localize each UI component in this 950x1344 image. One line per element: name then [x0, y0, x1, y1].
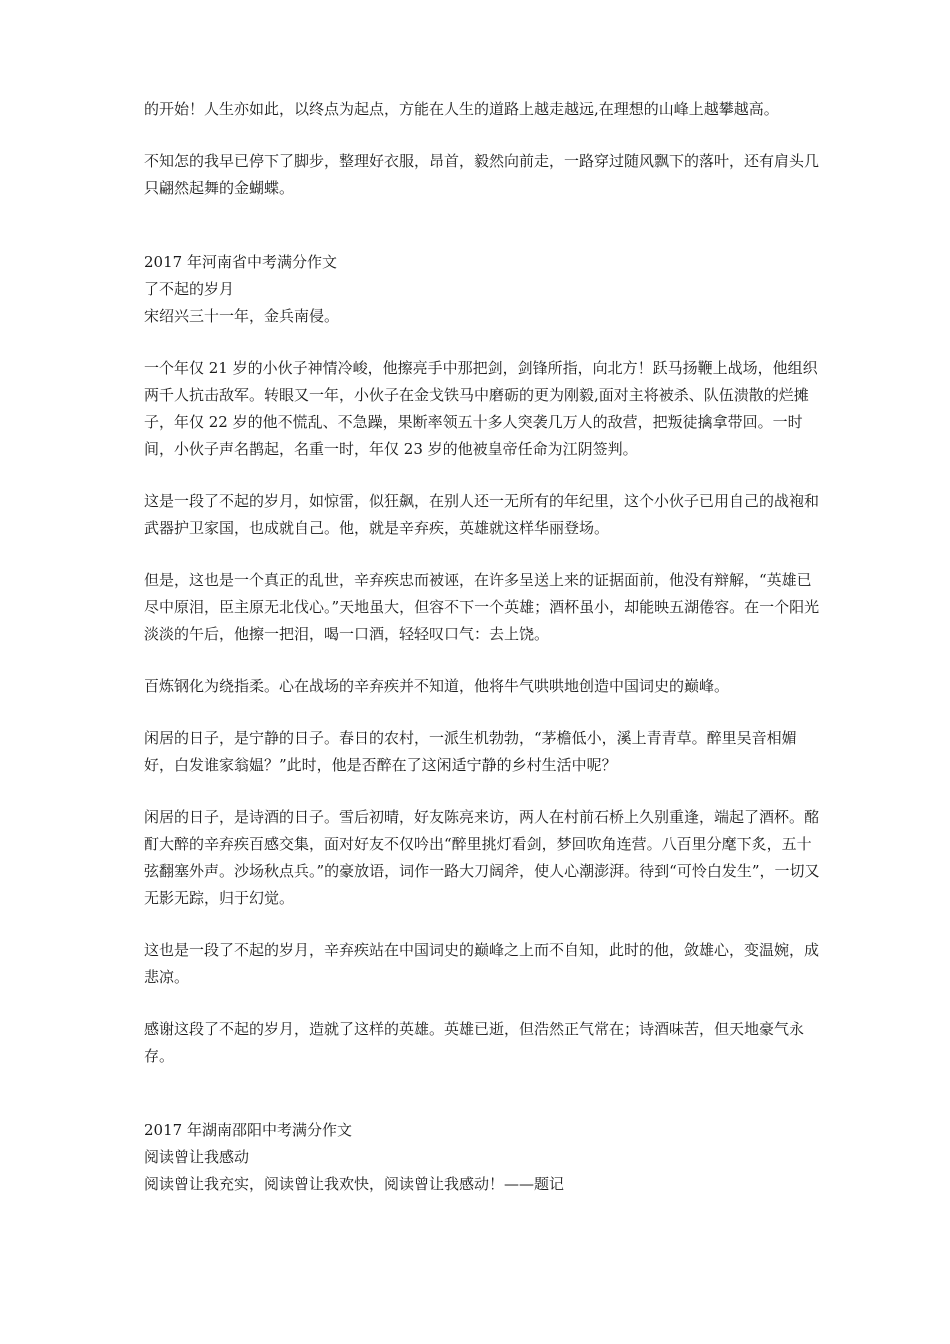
paragraph: 这是一段了不起的岁月，如惊雷，似狂飙，在别人还一无所有的年纪里，这个小伙子已用自己的战袍和武器护卫家国，也成就自己。他，就是辛弃疾，英雄就这样华丽登场。 — [144, 492, 820, 537]
paragraph: 闲居的日子，是宁静的日子。春日的农村，一派生机勃勃，“茅檐低小，溪上青青草。醉里吴音相媚好，白发谁家翁媪？”此时，他是否醉在了这闲适宁静的乡村生活中呢？ — [144, 729, 797, 774]
essay-heading: 2017 年湖南邵阳中考满分作文 — [144, 1121, 352, 1139]
essay-title: 了不起的岁月 — [144, 280, 235, 298]
paragraph: 感谢这段了不起的岁月，造就了这样的英雄。英雄已逝，但浩然正气常在；诗酒味苦，但天地豪气永存。 — [144, 1020, 805, 1065]
paragraph: 这也是一段了不起的岁月，辛弃疾站在中国词史的巅峰之上而不自知，此时的他，敛雄心，变温婉，成悲凉。 — [144, 941, 820, 986]
essay-intro: 宋绍兴三十一年，金兵南侵。 — [144, 307, 340, 325]
paragraph: 闲居的日子，是诗酒的日子。雪后初晴，好友陈亮来访，两人在村前石桥上久别重逢，端起了酒杯。酩酊大醉的辛弃疾百感交集，面对好友不仅吟出“醉里挑灯看剑，梦回吹角连营。八百里分麾下炙，五十弦翻塞外声。沙场秋点兵。”的豪放语，词作一路大刀阔斧，使人心潮澎湃。待到“可怜白发生”，一切又无影无踪，归于幻觉。 — [144, 808, 820, 907]
paragraph: 但是，这也是一个真正的乱世，辛弃疾忠而被诬，在许多呈送上来的证据面前，他没有辩解，“英雄已尽中原泪，臣主原无北伐心。”天地虽大，但容不下一个英雄；酒杯虽小，却能映五湖倦容。在一个阳光淡淡的午后，他擦一把泪，喝一口酒，轻轻叹口气：去上饶。 — [144, 571, 820, 643]
essay-heading: 2017 年河南省中考满分作文 — [144, 253, 337, 271]
paragraph: 的开始！人生亦如此，以终点为起点，方能在人生的道路上越走越远,在理想的山峰上越攀越高。 — [144, 100, 779, 118]
paragraph: 百炼钢化为绕指柔。心在战场的辛弃疾并不知道，他将牛气哄哄地创造中国词史的巅峰。 — [144, 677, 730, 695]
paragraph: 不知怎的我早已停下了脚步，整理好衣服，昂首，毅然向前走，一路穿过随风飘下的落叶，还有肩头几只翩然起舞的金蝴蝶。 — [144, 152, 820, 197]
paragraph: 一个年仅 21 岁的小伙子神情冷峻，他擦亮手中那把剑，剑锋所指，向北方！跃马扬鞭上战场，他组织两千人抗击敌军。转眼又一年，小伙子在金戈铁马中磨砺的更为刚毅,面对主将被杀、队伍溃散的烂摊子，年仅 22 岁的他不慌乱、不急躁，果断率领五十多人突袭几万人的敌营，把叛徒擒拿带回。一时间，小伙子声名鹊起，名重一时，年仅 23 岁的他被皇帝任命为江阴签判。 — [144, 359, 818, 458]
essay-intro: 阅读曾让我充实，阅读曾让我欢快，阅读曾让我感动！——题记 — [144, 1175, 565, 1193]
essay-title: 阅读曾让我感动 — [144, 1148, 250, 1166]
document-body — [144, 96, 820, 1198]
